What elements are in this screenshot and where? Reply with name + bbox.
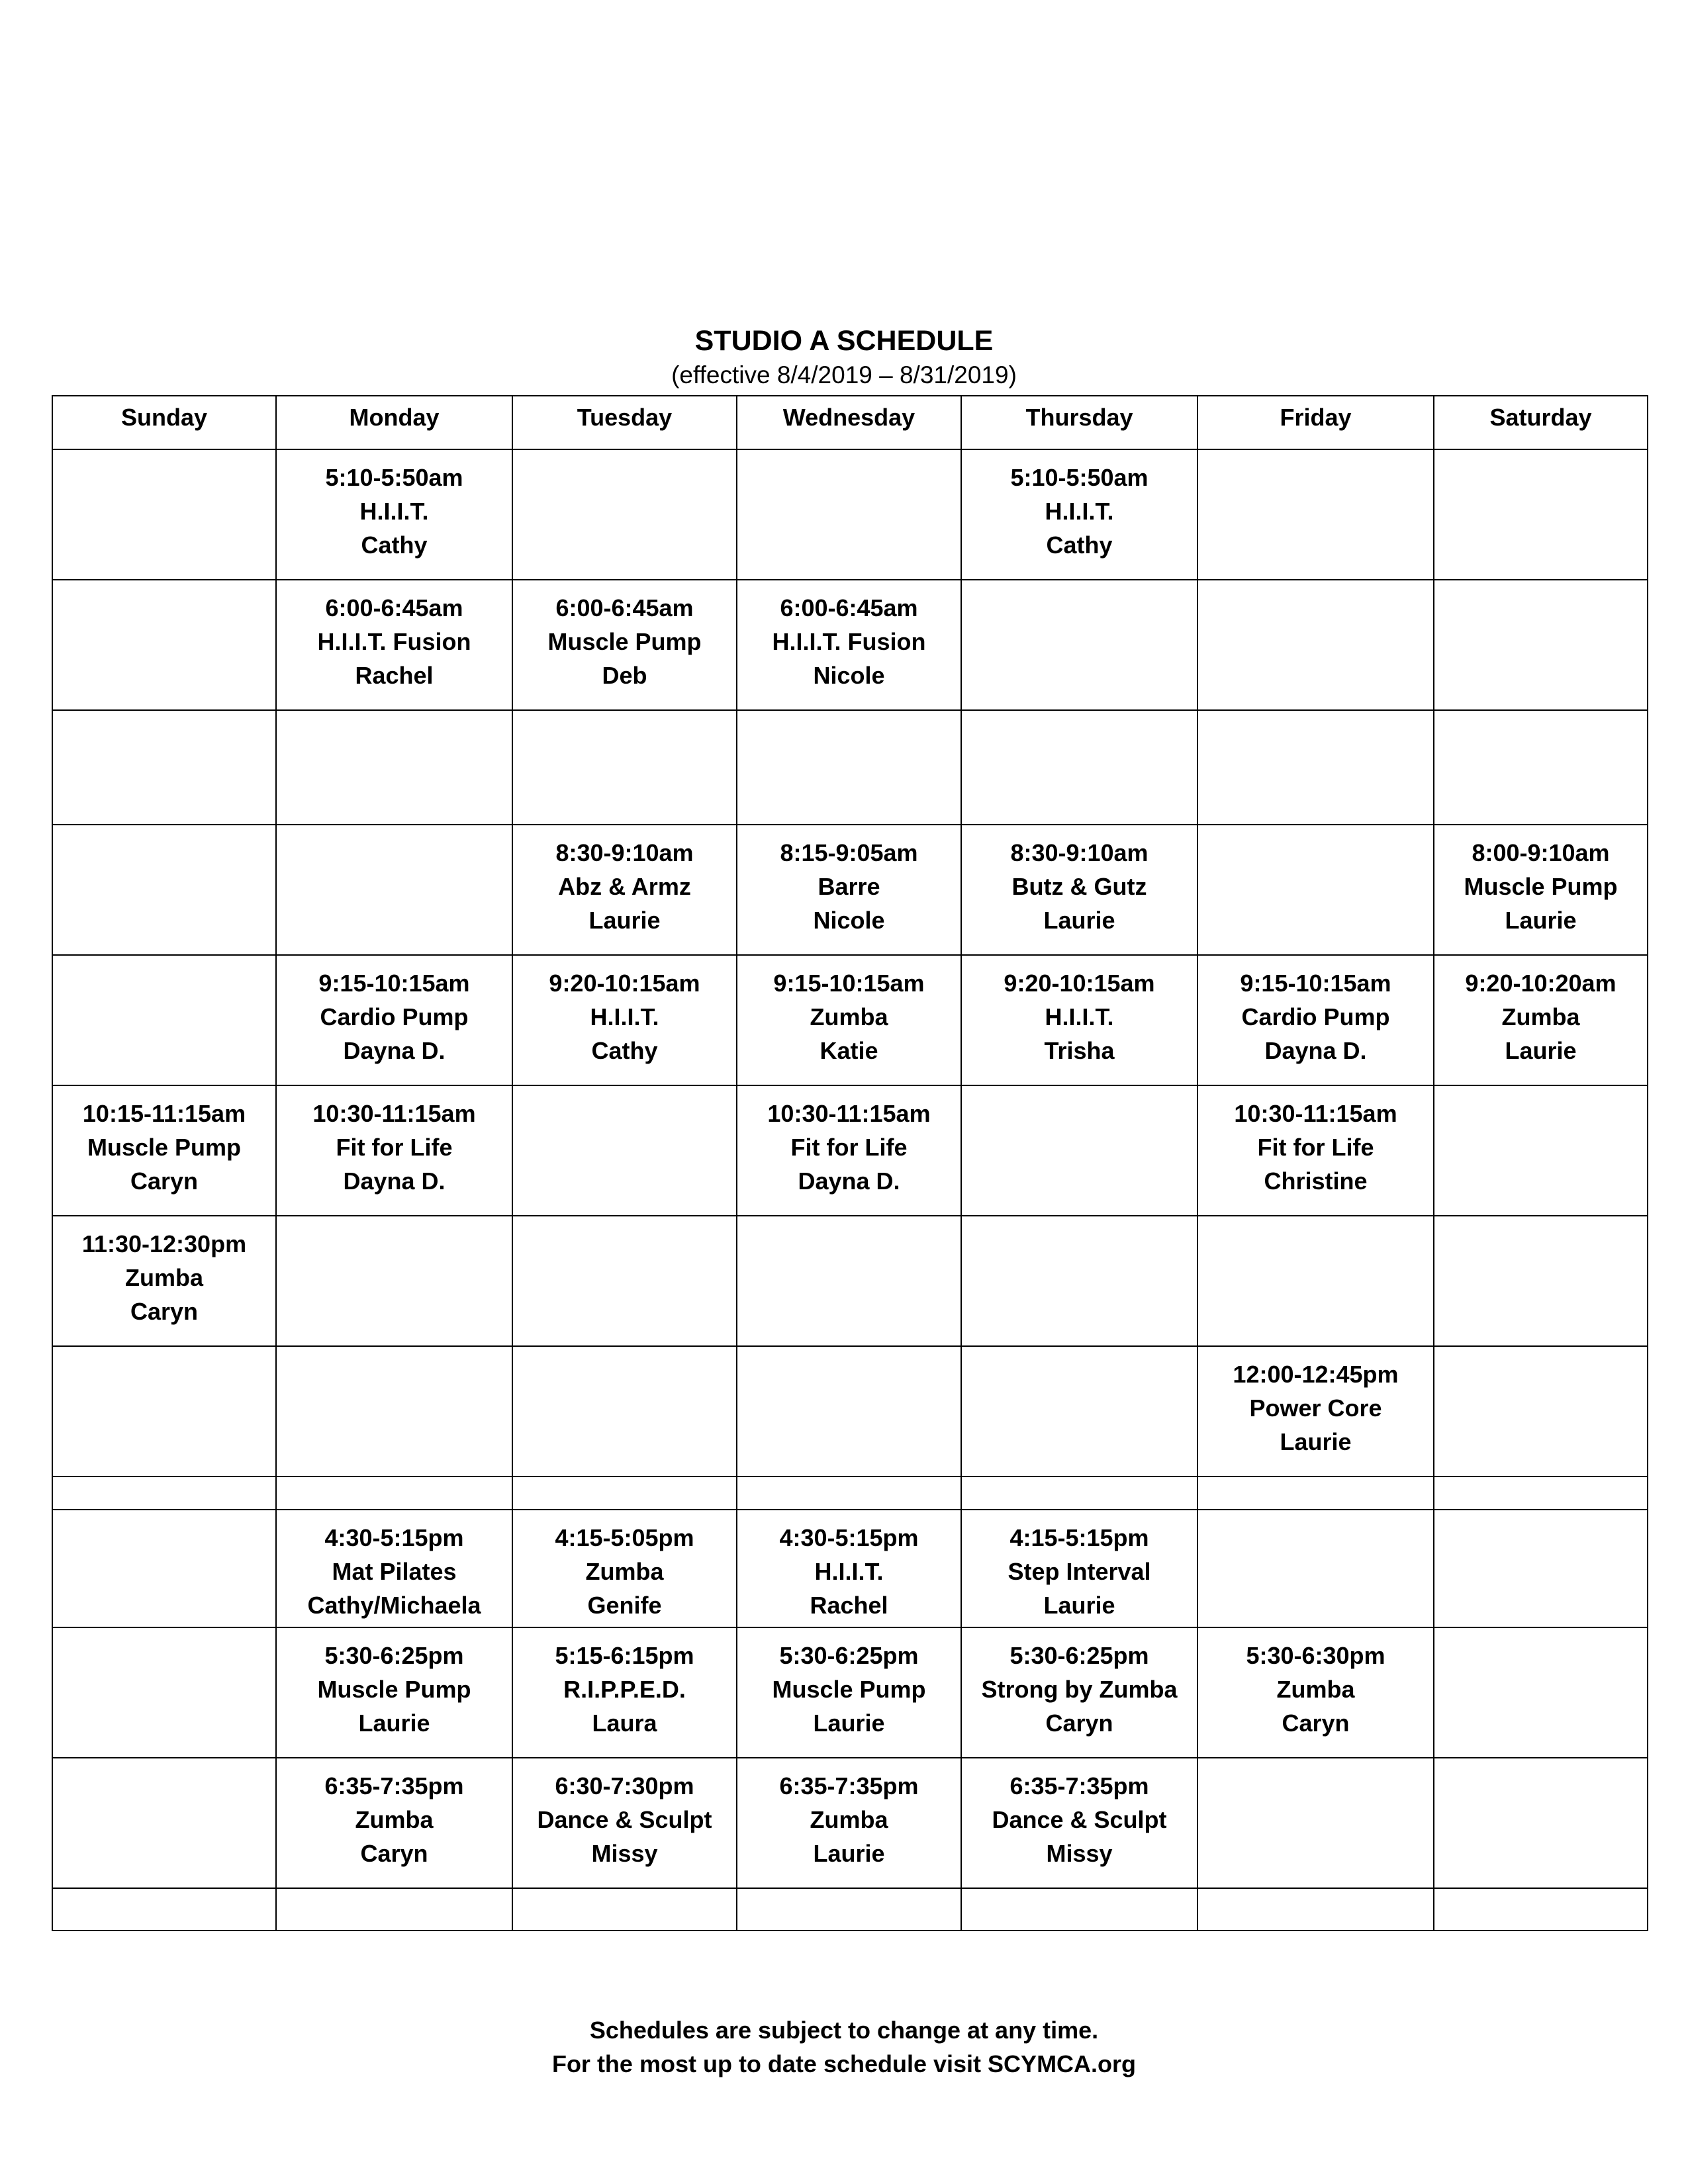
class-cell-friday: [1197, 955, 1434, 1085]
class-time: 5:10-5:50am: [1010, 464, 1149, 491]
class-time: 8:30-9:10am: [1010, 839, 1149, 866]
class-class: Barre: [818, 873, 880, 900]
time-slot-row: [52, 1758, 1648, 1888]
time-slot-row: [52, 1477, 1648, 1510]
class-cell-monday: [276, 1510, 512, 1627]
class-time: 4:15-5:05pm: [555, 1524, 694, 1551]
class-cell-friday: [1197, 1627, 1434, 1758]
class-instructor: Laurie: [813, 1840, 885, 1867]
time-slot-row: [52, 1510, 1648, 1627]
class-class: Muscle Pump: [547, 628, 702, 655]
empty-cell: [1434, 710, 1648, 825]
empty-cell: [1434, 1627, 1648, 1758]
empty-cell: [961, 710, 1197, 825]
class-class: Muscle Pump: [317, 1676, 471, 1703]
class-cell-thursday: [961, 955, 1197, 1085]
class-time: 4:15-5:15pm: [1009, 1524, 1149, 1551]
page-title: STUDIO A SCHEDULE: [694, 325, 994, 357]
empty-cell: [52, 1627, 276, 1758]
class-cell-friday: [1197, 1085, 1434, 1216]
empty-cell: [1434, 449, 1648, 580]
time-slot-row: [52, 825, 1648, 955]
class-instructor: Dayna D.: [343, 1037, 445, 1064]
class-class: Cardio Pump: [320, 1003, 469, 1030]
class-class: Cardio Pump: [1241, 1003, 1390, 1030]
class-cell-wednesday: [737, 1510, 961, 1627]
class-instructor: Caryn: [360, 1840, 428, 1867]
empty-cell: [512, 710, 737, 825]
class-class: R.I.P.P.E.D.: [563, 1676, 686, 1703]
empty-cell: [1197, 1477, 1434, 1510]
class-time: 5:30-6:30pm: [1246, 1642, 1385, 1669]
class-class: H.I.I.T.: [1045, 1003, 1114, 1030]
class-cell-monday: [276, 955, 512, 1085]
schedule-table: [52, 395, 1648, 1931]
class-cell-wednesday: [737, 955, 961, 1085]
class-cell-friday: [1197, 1346, 1434, 1477]
class-cell-monday: [276, 1758, 512, 1888]
footer-note: [0, 2013, 1688, 2081]
time-slot-row: [52, 710, 1648, 825]
empty-cell: [52, 1477, 276, 1510]
class-time: 6:35-7:35pm: [779, 1772, 919, 1799]
day-header-tuesday: Tuesday: [512, 396, 737, 449]
class-class: Zumba: [1501, 1003, 1580, 1030]
class-instructor: Laurie: [1043, 907, 1115, 934]
empty-cell: [1434, 1216, 1648, 1346]
empty-cell: [1434, 1477, 1648, 1510]
class-class: Fit for Life: [1257, 1134, 1374, 1161]
class-time: 11:30-12:30pm: [81, 1230, 247, 1257]
time-slot-row: [52, 1888, 1648, 1931]
day-header-sunday: Sunday: [52, 396, 276, 449]
class-instructor: Laurie: [1280, 1428, 1352, 1455]
class-class: Power Core: [1249, 1394, 1382, 1422]
empty-cell: [52, 449, 276, 580]
class-instructor: Laurie: [588, 907, 661, 934]
class-instructor: Rachel: [810, 1592, 888, 1619]
empty-cell: [737, 1346, 961, 1477]
class-instructor: Katie: [820, 1037, 878, 1064]
empty-cell: [512, 1888, 737, 1931]
class-cell-thursday: [961, 825, 1197, 955]
class-cell-sunday: [52, 1216, 276, 1346]
class-time: 10:15-11:15am: [82, 1100, 246, 1127]
empty-cell: [1434, 1346, 1648, 1477]
empty-cell: [52, 1510, 276, 1627]
class-time: 8:15-9:05am: [780, 839, 918, 866]
class-cell-tuesday: [512, 1758, 737, 1888]
class-time: 6:30-7:30pm: [555, 1772, 694, 1799]
class-class: H.I.I.T.: [590, 1003, 659, 1030]
class-instructor: Nicole: [813, 662, 885, 689]
class-class: Fit for Life: [336, 1134, 453, 1161]
class-class: H.I.I.T. Fusion: [772, 628, 926, 655]
class-time: 9:20-10:15am: [549, 970, 700, 997]
class-time: 5:10-5:50am: [325, 464, 463, 491]
class-time: 4:30-5:15pm: [779, 1524, 919, 1551]
empty-cell: [1434, 1758, 1648, 1888]
class-instructor: Laura: [592, 1709, 657, 1737]
class-time: 8:30-9:10am: [555, 839, 694, 866]
class-time: 6:35-7:35pm: [324, 1772, 464, 1799]
class-time: 6:00-6:45am: [555, 594, 694, 621]
class-instructor: Laurie: [1505, 1037, 1577, 1064]
class-class: H.I.I.T.: [814, 1558, 884, 1585]
class-instructor: Cathy: [591, 1037, 658, 1064]
class-cell-sunday: [52, 1085, 276, 1216]
empty-cell: [961, 1346, 1197, 1477]
empty-cell: [276, 1888, 512, 1931]
class-instructor: Nicole: [813, 907, 885, 934]
empty-cell: [276, 710, 512, 825]
class-class: Zumba: [355, 1806, 434, 1833]
class-cell-saturday: [1434, 955, 1648, 1085]
empty-cell: [512, 1346, 737, 1477]
footer-line-1: Schedules are subject to change at any time.: [589, 2017, 1099, 2044]
empty-cell: [1434, 1888, 1648, 1931]
class-class: Muscle Pump: [87, 1134, 242, 1161]
class-time: 12:00-12:45pm: [1233, 1361, 1399, 1388]
class-cell-thursday: [961, 449, 1197, 580]
class-cell-wednesday: [737, 580, 961, 710]
class-class: Strong by Zumba: [981, 1676, 1178, 1703]
empty-cell: [52, 1888, 276, 1931]
class-instructor: Dayna D.: [798, 1167, 900, 1195]
empty-cell: [737, 1477, 961, 1510]
class-instructor: Cathy: [1046, 531, 1113, 559]
empty-cell: [961, 580, 1197, 710]
day-header-row: [52, 396, 1648, 449]
class-time: 6:00-6:45am: [780, 594, 918, 621]
time-slot-row: [52, 449, 1648, 580]
class-cell-tuesday: [512, 580, 737, 710]
class-class: Muscle Pump: [772, 1676, 926, 1703]
class-instructor: Christine: [1264, 1167, 1368, 1195]
class-class: Step Interval: [1008, 1558, 1151, 1585]
class-time: 9:15-10:15am: [318, 970, 470, 997]
class-time: 5:15-6:15pm: [555, 1642, 694, 1669]
effective-dates: (effective 8/4/2019 – 8/31/2019): [671, 361, 1017, 388]
class-time: 8:00-9:10am: [1472, 839, 1610, 866]
class-time: 5:30-6:25pm: [779, 1642, 919, 1669]
class-class: Butz & Gutz: [1011, 873, 1147, 900]
day-header-wednesday: Wednesday: [737, 396, 961, 449]
time-slot-row: [52, 1627, 1648, 1758]
empty-cell: [1434, 1085, 1648, 1216]
empty-cell: [737, 449, 961, 580]
class-instructor: Trisha: [1044, 1037, 1115, 1064]
class-class: Abz & Armz: [558, 873, 691, 900]
empty-cell: [512, 1216, 737, 1346]
class-cell-wednesday: [737, 1627, 961, 1758]
class-instructor: Dayna D.: [343, 1167, 445, 1195]
class-instructor: Caryn: [1282, 1709, 1350, 1737]
class-instructor: Cathy: [361, 531, 428, 559]
class-instructor: Laurie: [1505, 907, 1577, 934]
empty-cell: [512, 449, 737, 580]
empty-cell: [1434, 580, 1648, 710]
empty-cell: [737, 1888, 961, 1931]
time-slot-row: [52, 580, 1648, 710]
empty-cell: [52, 825, 276, 955]
day-header-monday: Monday: [276, 396, 512, 449]
empty-cell: [52, 1346, 276, 1477]
class-instructor: Dayna D.: [1264, 1037, 1367, 1064]
class-cell-thursday: [961, 1758, 1197, 1888]
class-instructor: Genife: [587, 1592, 662, 1619]
class-time: 6:35-7:35pm: [1009, 1772, 1149, 1799]
empty-cell: [52, 710, 276, 825]
empty-cell: [961, 1477, 1197, 1510]
class-cell-monday: [276, 1627, 512, 1758]
class-time: 10:30-11:15am: [767, 1100, 931, 1127]
empty-cell: [1197, 1216, 1434, 1346]
empty-cell: [1197, 580, 1434, 710]
empty-cell: [512, 1477, 737, 1510]
time-slot-row: [52, 955, 1648, 1085]
day-header-saturday: Saturday: [1434, 396, 1648, 449]
empty-cell: [1197, 1888, 1434, 1931]
time-slot-row: [52, 1085, 1648, 1216]
time-slot-row: [52, 1216, 1648, 1346]
class-time: 5:30-6:25pm: [324, 1642, 464, 1669]
class-time: 6:00-6:45am: [325, 594, 463, 621]
class-time: 9:15-10:15am: [1240, 970, 1391, 997]
class-time: 4:30-5:15pm: [324, 1524, 464, 1551]
class-cell-tuesday: [512, 825, 737, 955]
class-class: Zumba: [1276, 1676, 1355, 1703]
class-instructor: Caryn: [130, 1167, 199, 1195]
empty-cell: [961, 1085, 1197, 1216]
empty-cell: [52, 1758, 276, 1888]
class-instructor: Caryn: [130, 1298, 199, 1325]
class-cell-wednesday: [737, 825, 961, 955]
class-instructor: Rachel: [355, 662, 434, 689]
class-instructor: Missy: [591, 1840, 658, 1867]
class-class: Fit for Life: [790, 1134, 908, 1161]
class-cell-tuesday: [512, 955, 737, 1085]
empty-cell: [276, 1216, 512, 1346]
empty-cell: [1197, 825, 1434, 955]
empty-cell: [1434, 1510, 1648, 1627]
class-class: Dance & Sculpt: [537, 1806, 712, 1833]
class-instructor: Laurie: [813, 1709, 885, 1737]
empty-cell: [52, 580, 276, 710]
empty-cell: [961, 1888, 1197, 1931]
class-class: Muscle Pump: [1464, 873, 1618, 900]
class-class: Mat Pilates: [332, 1558, 457, 1585]
class-cell-thursday: [961, 1627, 1197, 1758]
class-cell-monday: [276, 1085, 512, 1216]
class-time: 10:30-11:15am: [1234, 1100, 1397, 1127]
class-cell-saturday: [1434, 825, 1648, 955]
empty-cell: [276, 825, 512, 955]
class-cell-wednesday: [737, 1758, 961, 1888]
class-cell-thursday: [961, 1510, 1197, 1627]
empty-cell: [1197, 449, 1434, 580]
empty-cell: [1197, 1758, 1434, 1888]
empty-cell: [276, 1346, 512, 1477]
footer-line-2: For the most up to date schedule visit SCYMCA.org: [551, 2050, 1137, 2077]
class-cell-monday: [276, 580, 512, 710]
class-instructor: Laurie: [1043, 1592, 1115, 1619]
class-class: Zumba: [810, 1806, 888, 1833]
day-header-thursday: Thursday: [961, 396, 1197, 449]
day-header-friday: Friday: [1197, 396, 1434, 449]
empty-cell: [737, 1216, 961, 1346]
class-cell-tuesday: [512, 1627, 737, 1758]
class-instructor: Cathy/Michaela: [307, 1592, 481, 1619]
class-class: Zumba: [585, 1558, 664, 1585]
class-class: H.I.I.T. Fusion: [317, 628, 471, 655]
class-class: H.I.I.T.: [359, 498, 429, 525]
class-time: 9:20-10:20am: [1465, 970, 1617, 997]
class-instructor: Laurie: [358, 1709, 430, 1737]
empty-cell: [1197, 710, 1434, 825]
class-instructor: Deb: [602, 662, 647, 689]
empty-cell: [52, 955, 276, 1085]
empty-cell: [512, 1085, 737, 1216]
class-class: H.I.I.T.: [1045, 498, 1114, 525]
class-time: 9:15-10:15am: [773, 970, 925, 997]
class-cell-wednesday: [737, 1085, 961, 1216]
class-time: 5:30-6:25pm: [1009, 1642, 1149, 1669]
class-time: 9:20-10:15am: [1004, 970, 1155, 997]
class-time: 10:30-11:15am: [312, 1100, 476, 1127]
class-class: Dance & Sculpt: [992, 1806, 1167, 1833]
class-instructor: Caryn: [1045, 1709, 1113, 1737]
class-instructor: Missy: [1046, 1840, 1113, 1867]
class-cell-tuesday: [512, 1510, 737, 1627]
empty-cell: [276, 1477, 512, 1510]
class-class: Zumba: [124, 1264, 203, 1291]
class-class: Zumba: [810, 1003, 888, 1030]
empty-cell: [1197, 1510, 1434, 1627]
empty-cell: [961, 1216, 1197, 1346]
empty-cell: [737, 710, 961, 825]
class-cell-monday: [276, 449, 512, 580]
schedule-body: [52, 449, 1648, 1931]
time-slot-row: [52, 1346, 1648, 1477]
